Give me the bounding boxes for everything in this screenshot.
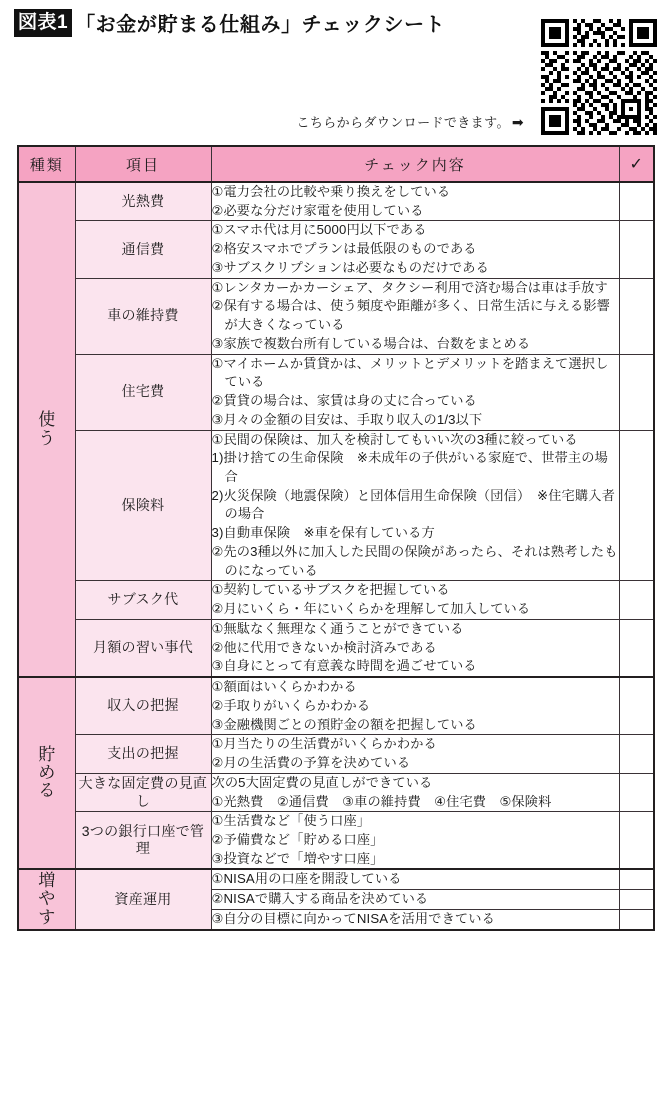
title-line: [14, 8, 445, 37]
checkbox-cell[interactable]: [619, 430, 654, 581]
qr-code-icon[interactable]: [541, 19, 657, 135]
check-line: ①レンタカーかカーシェア、タクシー利用で済む場合は車は手放す: [211, 279, 608, 295]
item-cell: 3つの銀行口座で管理: [75, 812, 211, 870]
check-line: ①契約しているサブスクを把握している: [211, 582, 450, 598]
check-line: ③自分の目標に向かってNISAを活用できている: [211, 910, 495, 926]
checkbox-cell[interactable]: [619, 581, 654, 619]
category-label: 貯 め る: [38, 744, 56, 801]
table-row: [18, 869, 654, 889]
check-line: ②保有する場合は、使う頻度や距離が多く、日常生活に与える影響が大きくなっている: [211, 298, 610, 333]
check-line: ①マイホームか賃貸かは、メリットとデメリットを踏まえて選択している: [211, 355, 609, 390]
category-label: 増 や す: [38, 871, 56, 927]
checkbox-cell[interactable]: [619, 773, 654, 811]
check-content-cell: [211, 581, 619, 619]
checkbox-cell[interactable]: [619, 735, 654, 773]
check-content-cell: [211, 619, 619, 677]
category-cell: [18, 182, 75, 677]
check-content-cell: [211, 182, 619, 221]
column-header-item: 項目: [75, 146, 211, 182]
check-line: ①光熱費 ②通信費 ③車の維持費 ④住宅費 ⑤保険料: [211, 793, 552, 809]
check-line: ①電力会社の比較や乗り換えをしている: [211, 184, 451, 199]
qr-code-graphic: [541, 19, 657, 135]
checkbox-cell[interactable]: [619, 677, 654, 735]
checklist-table: [17, 145, 655, 931]
table-row: [18, 430, 654, 581]
item-cell: 支出の把握: [75, 735, 211, 773]
check-line: ②他に代用できないか検討済みである: [211, 639, 437, 655]
check-content-cell: [211, 278, 619, 354]
check-line: ②賃貸の場合は、家賃は身の丈に合っている: [211, 393, 477, 409]
category-label: 使 う: [38, 410, 56, 448]
check-line: ①NISA用の口座を開設している: [211, 871, 402, 887]
column-header-check: ✓: [619, 146, 654, 182]
check-line: ③投資などで「増やす口座」: [211, 850, 384, 866]
check-line: ③家族で複数台所有している場合は、台数をまとめる: [211, 335, 531, 351]
check-line: ②予備費など「貯める口座」: [211, 831, 384, 847]
check-line: ②必要な分だけ家電を使用している: [211, 202, 424, 218]
item-cell: 光熱費: [75, 182, 211, 221]
table-row: [18, 354, 654, 430]
check-line: ②格安スマホでプランは最低限のものである: [211, 241, 477, 257]
check-content-cell: [211, 869, 619, 889]
item-cell: 収入の把握: [75, 677, 211, 735]
check-line: ②NISAで購入する商品を決めている: [211, 891, 429, 907]
arrow-right-icon: ➡: [511, 114, 524, 130]
check-line: ①スマホ代は月に5000円以下である: [211, 222, 427, 238]
table-header: [18, 146, 654, 182]
checkbox-cell[interactable]: [619, 278, 654, 354]
table-row: [18, 278, 654, 354]
item-cell: 保険料: [75, 430, 211, 581]
checkbox-cell[interactable]: [619, 812, 654, 870]
checkbox-cell[interactable]: [619, 221, 654, 278]
category-cell: [18, 677, 75, 869]
check-line: ①民間の保険は、加入を検討してもいい次の3種に絞っている: [211, 431, 578, 447]
check-content-cell: [211, 812, 619, 870]
check-content-cell: [211, 773, 619, 811]
check-line: ②手取りがいくらかわかる: [211, 697, 371, 713]
checkbox-cell[interactable]: [619, 354, 654, 430]
table-body: [18, 182, 654, 930]
item-cell: サブスク代: [75, 581, 211, 619]
table-row: [18, 812, 654, 870]
figure-number-badge: 図表1: [14, 9, 72, 37]
check-content-cell: [211, 430, 619, 581]
check-content-cell: [211, 909, 619, 929]
check-line: ②月にいくら・年にいくらかを理解して加入している: [211, 601, 531, 617]
download-note: [0, 112, 524, 131]
check-line: ③サブスクリプションは必要なものだけである: [211, 259, 489, 275]
table-row: [18, 581, 654, 619]
table-row: [18, 619, 654, 677]
check-line: 次の5大固定費の見直しができている: [211, 774, 433, 790]
table-row: [18, 677, 654, 735]
category-cell: [18, 869, 75, 929]
check-line: ①無駄なく無理なく通うことができている: [211, 620, 464, 636]
check-line: ①額面はいくらかわかる: [211, 679, 357, 695]
check-line: 2)火災保険（地震保険）と団体信用生命保険（団信） ※住宅購入者の場合: [211, 487, 615, 522]
checkbox-cell[interactable]: [619, 909, 654, 929]
check-content-cell: [211, 890, 619, 910]
check-content-cell: [211, 677, 619, 735]
item-cell: 大きな固定費の見直し: [75, 773, 211, 811]
check-content-cell: [211, 221, 619, 278]
check-content-cell: [211, 354, 619, 430]
check-line: ②月の生活費の予算を決めている: [211, 755, 411, 771]
check-line: ②先の3種以外に加入した民間の保険があったら、それは熟考したものになっている: [211, 543, 618, 578]
download-note-text: こちらからダウンロードできます。: [296, 115, 510, 130]
checkbox-cell[interactable]: [619, 890, 654, 910]
item-cell: 車の維持費: [75, 278, 211, 354]
page-title: 「お金が貯まる仕組み」チェックシート: [75, 14, 446, 36]
check-line: ③自身にとって有意義な時間を過ごせている: [211, 658, 477, 674]
page-header: [0, 0, 670, 140]
check-content-cell: [211, 735, 619, 773]
checkbox-cell[interactable]: [619, 182, 654, 221]
item-cell: 通信費: [75, 221, 211, 278]
column-header-content: チェック内容: [211, 146, 619, 182]
check-line: ①月当たりの生活費がいくらかわかる: [211, 736, 437, 752]
check-line: 1)掛け捨ての生命保険 ※未成年の子供がいる家庭で、世帯主の場合: [211, 450, 608, 485]
column-header-category: 種類: [18, 146, 75, 182]
item-cell: 資産運用: [75, 869, 211, 929]
check-line: 3)自動車保険 ※車を保有している方: [211, 525, 435, 541]
table-row: [18, 735, 654, 773]
table-row: [18, 182, 654, 221]
checkbox-cell[interactable]: [619, 869, 654, 889]
table-header-row: [18, 146, 654, 182]
item-cell: 月額の習い事代: [75, 619, 211, 677]
checkbox-cell[interactable]: [619, 619, 654, 677]
check-line: ③月々の金額の目安は、手取り収入の1/3以下: [211, 411, 483, 427]
check-line: ③金融機関ごとの預貯金の額を把握している: [211, 716, 477, 732]
item-cell: 住宅費: [75, 354, 211, 430]
check-line: ①生活費など「使う口座」: [211, 813, 371, 829]
table-row: [18, 773, 654, 811]
table-row: [18, 221, 654, 278]
